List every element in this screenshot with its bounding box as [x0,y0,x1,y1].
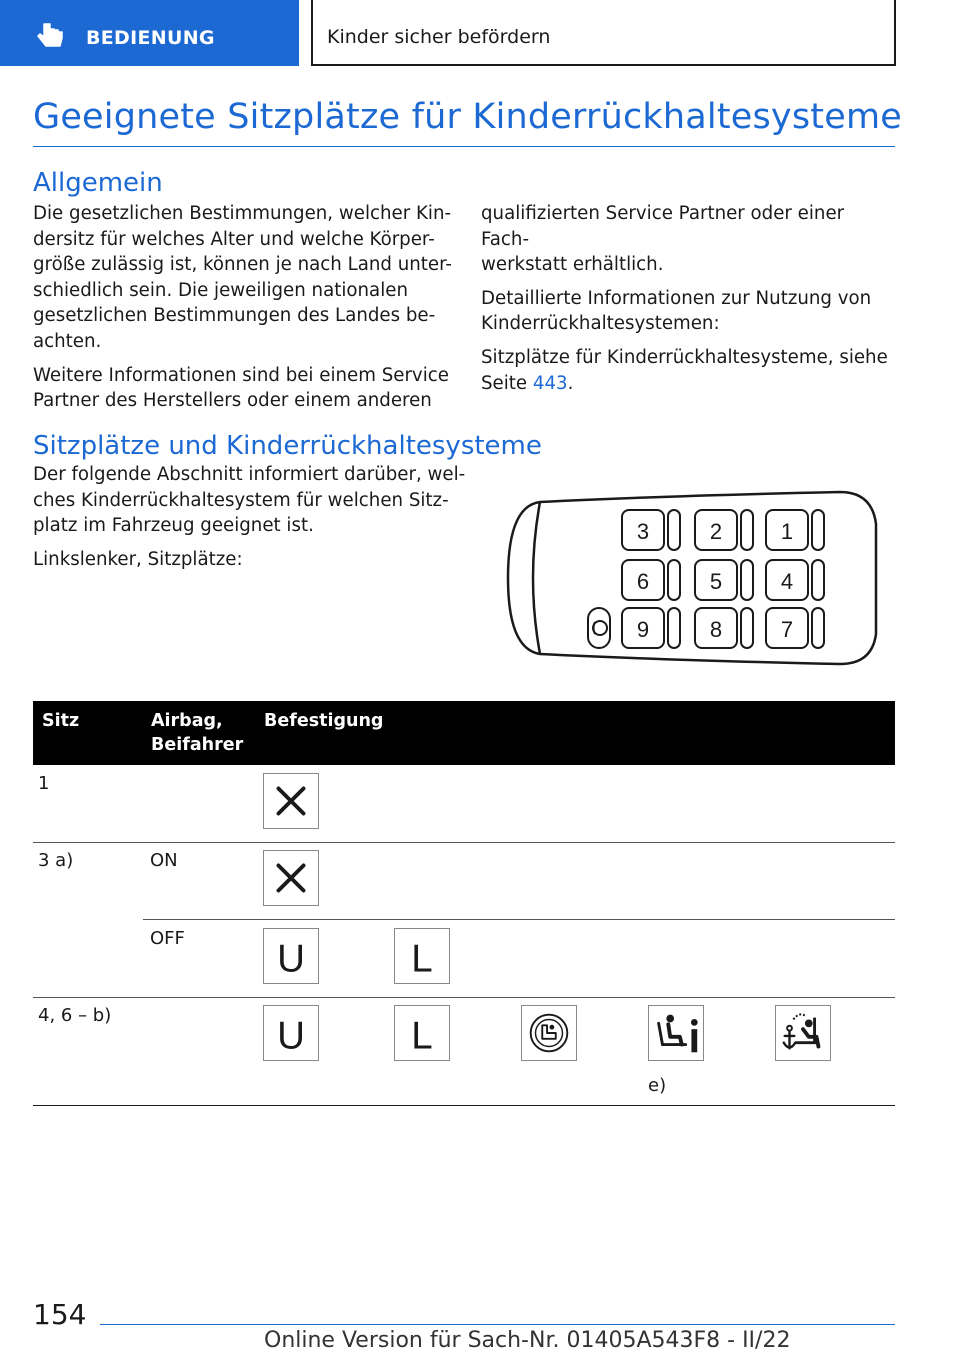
section-tab[interactable] [0,0,299,66]
paragraph: Der folgende Abschnitt informiert darüber, wel- ches Kinderrückhaltesystem für welchen Sitz- platz im Fahrzeug geeignet ist. [33,464,466,537]
table-header [33,701,895,765]
universal-u-icon [263,1005,319,1061]
table-bottom-rule [33,1105,895,1106]
seat-number: 4 [780,569,794,594]
svg-text:U: U [277,937,305,981]
not-suitable-icon [263,850,319,906]
seat-number: 3 [636,519,650,544]
seat-layout-diagram [500,484,880,672]
page-title: Geeignete Sitzplätze für Kinderrückhaltesysteme [33,97,902,137]
seat-box-8 [695,608,753,648]
table-cell-seat: 1 [38,773,50,794]
seat-box-4 [766,560,824,600]
hand-pointer-icon [30,20,70,50]
allgemein-text-left [33,201,463,422]
col-header-airbag: Airbag, Beifahrer [151,711,244,755]
paragraph: Sitzplätze für Kinderrückhaltesysteme, siehe Seite 443. [481,346,888,394]
chapter-box [311,0,896,66]
svg-text:U: U [277,1014,305,1058]
paragraph: Linkslenker, Sitzplätze: [33,548,243,570]
steering-wheel-icon [588,608,610,648]
seat-box-1 [766,510,824,550]
heading-sitzplaetze: Sitzplätze und Kinderrückhaltesysteme [33,431,542,461]
seat-box-5 [695,560,753,600]
seat-box-7 [766,608,824,648]
paragraph: Detaillierte Informationen zur Nutzung von Kinderrückhaltesystemen: [481,287,872,335]
row-divider [33,842,895,843]
title-divider [33,146,895,147]
svg-text:L: L [411,1014,433,1058]
sitzplaetze-text [33,462,473,580]
universal-l-icon [394,928,450,984]
col-header-mount: Befestigung [264,711,384,731]
svg-text:L: L [411,937,433,981]
universal-u-icon [263,928,319,984]
table-cell-seat: 3 a) [38,850,74,871]
seat-number: 9 [636,617,650,642]
row-divider [33,997,895,998]
seat-box-3 [622,510,680,550]
heading-allgemein: Allgemein [33,168,163,198]
table-cell-airbag: ON [150,850,178,871]
seat-number: 5 [709,569,723,594]
seat-number: 8 [709,617,723,642]
isofix-top-tether-icon [775,1005,831,1061]
table-cell-seat: 4, 6 – b) [38,1005,112,1026]
i-size-seat-icon [521,1005,577,1061]
seat-number: 1 [780,519,794,544]
seat-box-2 [695,510,753,550]
universal-l-icon [394,1005,450,1061]
chapter-label: Kinder sicher befördern [327,26,551,48]
footer-divider [100,1324,895,1325]
section-label: BEDIENUNG [86,27,215,49]
i-size-booster-icon [648,1005,704,1061]
page-number: 154 [33,1298,87,1331]
page-link[interactable]: 443 [532,372,568,394]
seat-box-9 [622,608,680,648]
seat-number: 2 [709,519,723,544]
allgemein-text-right [481,201,895,404]
seat-number: 6 [636,569,650,594]
col-header-seat: Sitz [42,711,80,731]
footnote-mark: e) [648,1075,667,1096]
seat-number: 7 [780,617,794,642]
online-version-text: Online Version für Sach-Nr. 01405A543F8 - II/22 [264,1328,791,1353]
paragraph: Weitere Informationen sind bei einem Service Partner des Herstellers oder einem anderen [33,364,449,412]
paragraph: Die gesetzlichen Bestimmungen, welcher Kin- dersitz für welches Alter und welche Körper- größe zulässig ist, können je nach Land unter- schiedlich sein. Die jeweiligen nationalen gesetzlichen Bestimmungen des Landes be- achten. [33,203,452,352]
table-cell-airbag: OFF [150,928,185,949]
seat-box-6 [622,560,680,600]
not-suitable-icon [263,773,319,829]
row-divider [143,919,895,920]
paragraph: qualifizierten Service Partner oder einer Fach- werkstatt erhältlich. [481,203,845,276]
